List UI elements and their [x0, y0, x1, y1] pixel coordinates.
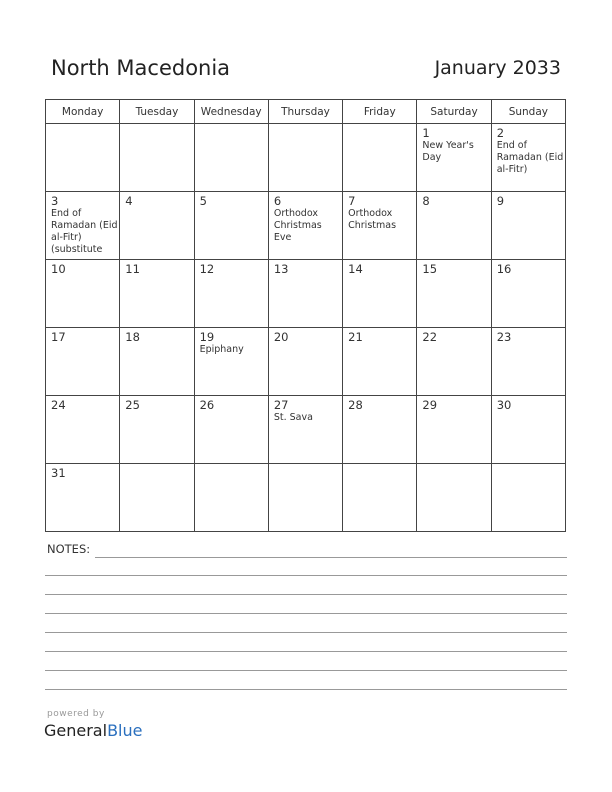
notes-line: [45, 613, 567, 614]
day-cell: [417, 396, 491, 464]
day-cell: [268, 192, 342, 260]
day-number: 11: [125, 262, 140, 276]
calendar-grid: [45, 99, 566, 532]
day-cell: [417, 124, 491, 192]
weekday-header: Saturday: [417, 100, 491, 124]
notes-line: [45, 632, 567, 633]
day-number: 5: [199, 194, 207, 208]
day-cell: [194, 396, 268, 464]
day-cell: [120, 260, 194, 328]
week-row: [46, 328, 566, 396]
day-number: 10: [51, 262, 66, 276]
day-cell: [268, 464, 342, 532]
day-cell: [343, 328, 417, 396]
day-number: 30: [496, 398, 512, 412]
day-number: 16: [496, 262, 512, 276]
week-row: [46, 260, 566, 328]
day-cell: [268, 328, 342, 396]
notes-line: [45, 689, 567, 690]
day-cell: [120, 328, 194, 396]
day-number: 7: [348, 194, 356, 208]
calendar-country-title: North Macedonia: [51, 56, 231, 80]
week-row: [46, 464, 566, 532]
day-cell: [46, 260, 120, 328]
day-event: Epiphany: [199, 344, 244, 355]
day-number: 28: [348, 398, 363, 412]
week-row: [46, 396, 566, 464]
day-event: Orthodox Christmas Eve: [273, 208, 322, 243]
day-cell: [120, 396, 194, 464]
day-cell: [120, 124, 194, 192]
day-number: 24: [51, 398, 66, 412]
weekday-header: Thursday: [268, 100, 342, 124]
day-cell: [491, 464, 565, 532]
day-cell: [417, 192, 491, 260]
day-cell: [343, 396, 417, 464]
day-event: New Year's Day: [422, 140, 474, 163]
day-number: 3: [51, 195, 59, 208]
day-number: 9: [496, 194, 505, 208]
day-event: St. Sava: [273, 412, 313, 423]
notes-line: [95, 557, 567, 558]
day-number: 13: [273, 262, 289, 276]
day-event: End of Ramadan (Eid al-Fitr): [496, 140, 564, 175]
day-cell: [491, 192, 565, 260]
brand-logo[interactable]: [44, 721, 142, 740]
day-cell: [120, 192, 194, 260]
day-number: 23: [496, 330, 512, 344]
day-cell: [46, 328, 120, 396]
day-number: 1: [422, 126, 430, 140]
day-cell: [194, 464, 268, 532]
day-cell: [268, 260, 342, 328]
day-number: 29: [422, 398, 438, 412]
day-cell: [268, 124, 342, 192]
day-number: 27: [273, 398, 289, 412]
day-number: 12: [199, 262, 215, 276]
day-number: 31: [51, 466, 66, 480]
day-cell: [46, 464, 120, 532]
day-cell: [491, 124, 565, 192]
day-number: 14: [348, 262, 363, 276]
calendar-month-title: January 2033: [434, 57, 561, 79]
week-row: [46, 192, 566, 260]
notes-line: [45, 594, 567, 595]
day-cell: [491, 260, 565, 328]
notes-line: [45, 670, 567, 671]
day-cell: [343, 124, 417, 192]
day-number: 2: [496, 126, 505, 140]
day-cell: [194, 192, 268, 260]
day-number: 25: [125, 398, 140, 412]
day-number: 4: [125, 194, 133, 208]
day-cell: [417, 260, 491, 328]
day-number: 19: [199, 330, 215, 344]
weekday-header: Tuesday: [120, 100, 194, 124]
day-number: 8: [422, 194, 430, 208]
day-cell: [491, 328, 565, 396]
weekday-header: Monday: [46, 100, 120, 124]
day-cell: [194, 260, 268, 328]
week-row: [46, 124, 566, 192]
day-cell: [194, 328, 268, 396]
day-cell: [194, 124, 268, 192]
day-event: End of Ramadan (Eid al-Fitr) (substitute: [51, 208, 118, 255]
day-number: 26: [199, 398, 215, 412]
brand-blue: Blue: [107, 721, 143, 740]
brand-general: General: [44, 721, 108, 740]
day-cell: [491, 396, 565, 464]
day-event: Orthodox Christmas: [348, 208, 397, 231]
day-cell: [417, 464, 491, 532]
weekday-header: Sunday: [491, 100, 565, 124]
day-cell: [343, 192, 417, 260]
notes-line: [45, 575, 567, 576]
weekday-header: Friday: [343, 100, 417, 124]
day-number: 21: [348, 330, 363, 344]
day-cell: [417, 328, 491, 396]
day-cell: [46, 124, 120, 192]
day-number: 22: [422, 330, 438, 344]
weekday-header-row: [46, 100, 566, 124]
day-number: 18: [125, 330, 140, 344]
day-cell: [268, 396, 342, 464]
day-number: 20: [273, 330, 289, 344]
day-number: 17: [51, 330, 66, 344]
notes-label: NOTES:: [47, 542, 91, 556]
day-cell: [46, 396, 120, 464]
powered-by-text: powered by: [47, 709, 105, 719]
day-cell: [120, 464, 194, 532]
day-number: 15: [422, 262, 438, 276]
day-number: 6: [273, 194, 282, 208]
day-cell: [46, 192, 120, 260]
notes-line: [45, 651, 567, 652]
day-cell: [343, 260, 417, 328]
day-cell: [343, 464, 417, 532]
weekday-header: Wednesday: [194, 100, 268, 124]
